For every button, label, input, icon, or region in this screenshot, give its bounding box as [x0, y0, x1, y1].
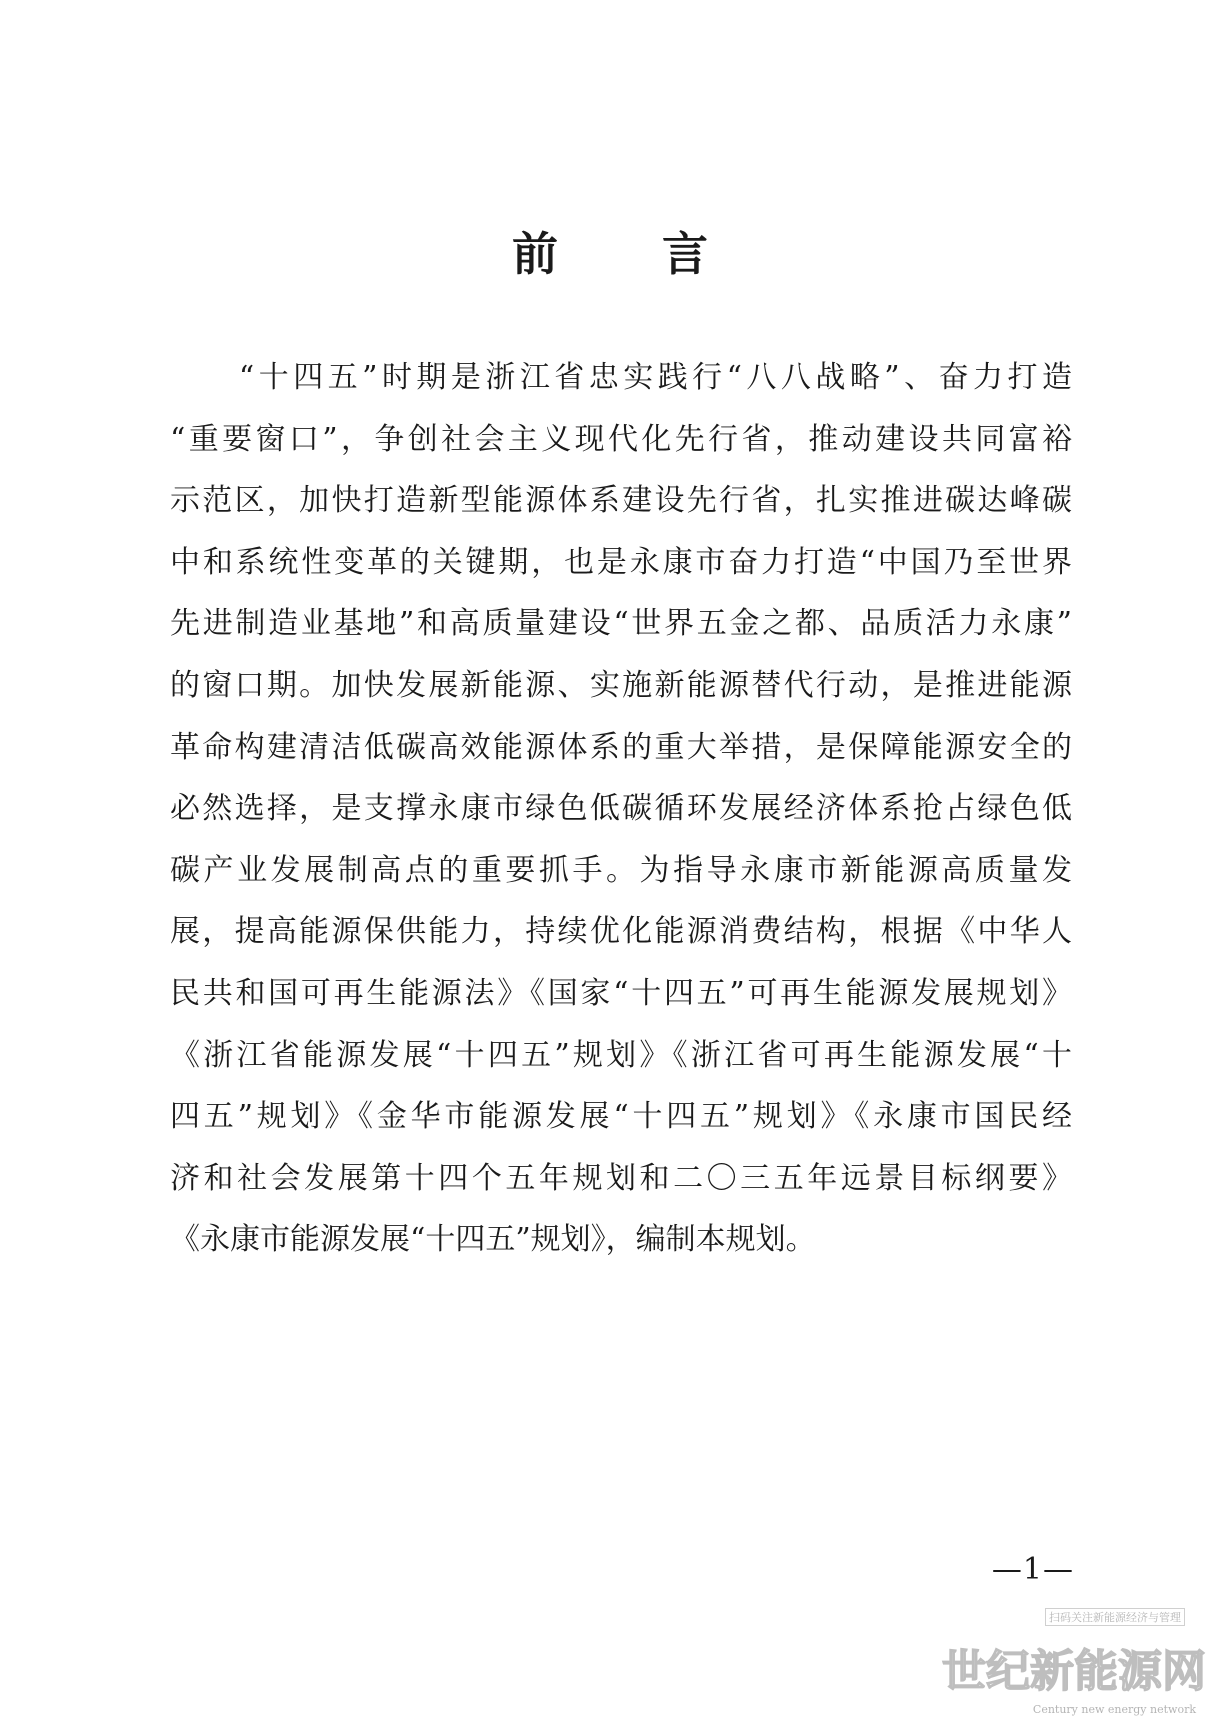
paragraph-line: 展，提高能源保供能力，持续优化能源消费结构，根据《中华人	[170, 914, 1072, 950]
paragraph-line: “重要窗口”，争创社会主义现代化先行省，推动建设共同富裕	[170, 421, 1072, 457]
watermark-subtitle: Century new energy network	[1032, 1703, 1196, 1716]
paragraph-line: 革命构建清洁低碳高效能源体系的重大举措，是保障能源安全的	[170, 729, 1072, 765]
paragraph-line: 民共和国可再生能源法》《国家“十四五”可再生能源发展规划》	[170, 975, 1072, 1011]
paragraph-line: 先进制造业基地”和高质量建设“世界五金之都、品质活力永康”	[170, 606, 1072, 642]
paragraph-line: “十四五”时期是浙江省忠实践行“八八战略”、奋力打造	[170, 360, 1072, 395]
paragraph-line: 的窗口期。加快发展新能源、实施新能源替代行动，是推进能源	[170, 667, 1072, 703]
paragraph-line: 示范区，加快打造新型能源体系建设先行省，扎实推进碳达峰碳	[170, 483, 1072, 519]
page-title	[0, 218, 1220, 284]
title-char: 前	[512, 227, 558, 281]
watermark	[942, 1605, 1220, 1725]
paragraph-line: 《永康市能源发展“十四五”规划》，编制本规划。	[170, 1222, 816, 1258]
paragraph-line: 必然选择，是支撑永康市绿色低碳循环发展经济体系抢占绿色低	[170, 791, 1072, 827]
paragraph-line: 四五”规划》《金华市能源发展“十四五”规划》《永康市国民经	[170, 1099, 1072, 1135]
preface-paragraph	[170, 347, 1072, 1271]
paragraph-line: 中和系统性变革的关键期，也是永康市奋力打造“中国乃至世界	[170, 544, 1072, 580]
paragraph-line: 《浙江省能源发展“十四五”规划》《浙江省可再生能源发展“十	[170, 1037, 1072, 1073]
watermark-logo: 世纪新能源网	[942, 1646, 1206, 1697]
page-number: —1—	[991, 1552, 1074, 1587]
watermark-tagline: 扫码关注新能源经济与管理	[1045, 1608, 1185, 1626]
paragraph-line: 济和社会发展第十四个五年规划和二〇三五年远景目标纲要》	[170, 1160, 1072, 1196]
paragraph-line: 碳产业发展制高点的重要抓手。为指导永康市新能源高质量发	[170, 852, 1072, 888]
title-char: 言	[662, 227, 708, 281]
